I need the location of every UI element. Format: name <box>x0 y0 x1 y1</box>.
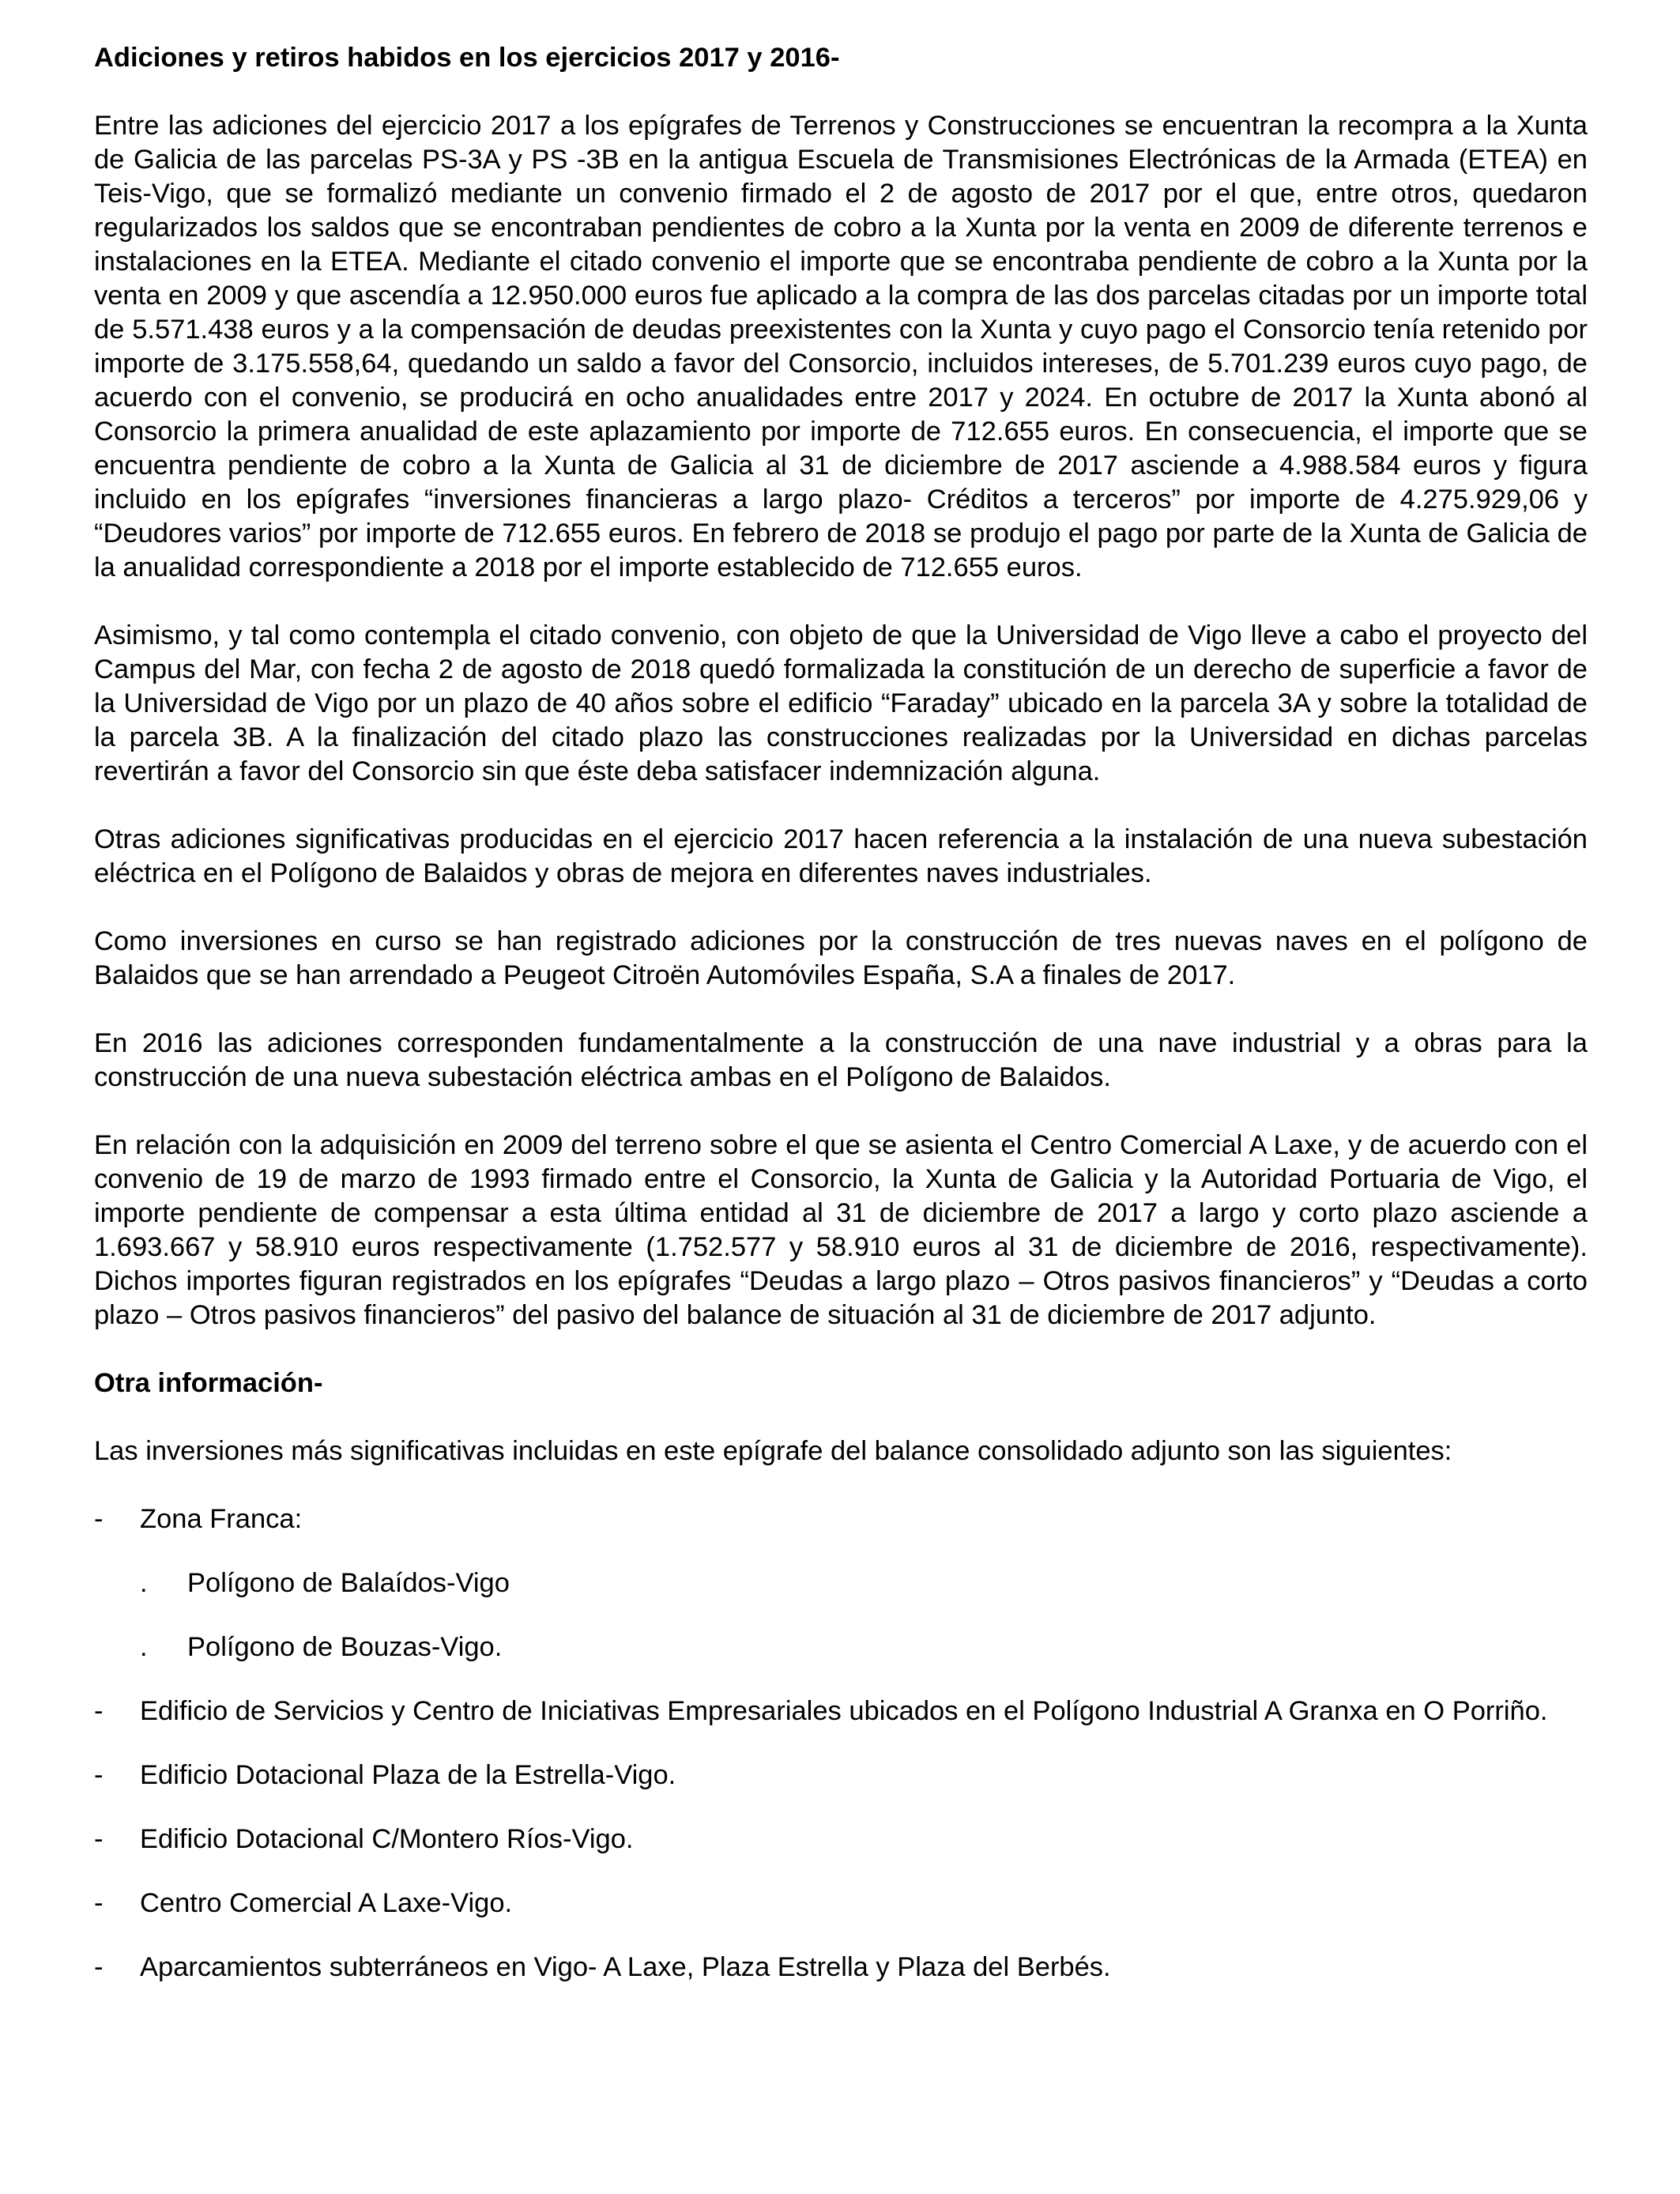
list-item-text: Edificio Dotacional Plaza de la Estrella-Vigo. <box>140 1760 676 1790</box>
paragraph-etea-repurchase: Entre las adiciones del ejercicio 2017 a los epígrafes de Terrenos y Construcciones se encuentran la recompra a la Xunta de Galicia de las parcelas PS-3A y PS -3B en la antigua Escuela de Transmisiones Electrónicas de la Armada (ETEA) en Teis-Vigo, que se formalizó mediante un convenio firmado el 2 de agosto de 2017 por el que, entre otros, quedaron regularizados los saldos que se encontraban pendientes de cobro a la Xunta por la venta en 2009 de diferente terrenos e instalaciones en la ETEA. Mediante el citado convenio el importe que se encontraba pendiente de cobro a la Xunta por la venta en 2009 y que ascendía a 12.950.000 euros fue aplicado a la compra de las dos parcelas citadas por un importe total de 5.571.438 euros y a la compensación de deudas preexistentes con la Xunta y cuyo pago el Consorcio tenía retenido por importe de 3.175.558,64, quedando un saldo a favor del Consorcio, incluidos intereses, de 5.701.239 euros cuyo pago, de acuerdo con el convenio, se producirá en ocho anualidades entre 2017 y 2024. En octubre de 2017 la Xunta abonó al Consorcio la primera anualidad de este aplazamiento por importe de 712.655 euros. En consecuencia, el importe que se encuentra pendiente de cobro a la Xunta de Galicia al 31 de diciembre de 2017 asciende a 4.988.584 euros y figura incluido en los epígrafes “inversiones financieras a largo plazo- Créditos a terceros” por importe de 4.275.929,06 y “Deudores varios” por importe de 712.655 euros. En febrero de 2018 se produjo el pago por parte de la Xunta de Galicia de la anualidad correspondiente a 2018 por el importe establecido de 712.655 euros. <box>94 111 1588 582</box>
list-item <box>94 1951 1588 1985</box>
list-bullet: - <box>94 1760 104 1790</box>
section-heading-other-info: Otra información- <box>94 1368 323 1398</box>
list-item-text: Aparcamientos subterráneos en Vigo- A Laxe, Plaza Estrella y Plaza del Berbés. <box>140 1952 1111 1982</box>
list-bullet: - <box>94 1504 104 1534</box>
list-item-text: Centro Comercial A Laxe-Vigo. <box>140 1888 513 1918</box>
paragraph-investments-in-progress: Como inversiones en curso se han registrado adiciones por la construcción de tres nuevas naves en el polígono de Balaidos que se han arrendado a Peugeot Citroën Automóviles España, S.A a finales de 2017. <box>94 926 1588 990</box>
list-item <box>94 1759 1588 1793</box>
list-item <box>94 1695 1588 1728</box>
list-sub-bullet: . <box>140 1568 148 1598</box>
list-subitem-text: Polígono de Bouzas-Vigo. <box>187 1632 503 1662</box>
list-sub-bullet: . <box>140 1632 148 1662</box>
paragraph-campus-del-mar: Asimismo, y tal como contempla el citado convenio, con objeto de que la Universidad de Vigo lleve a cabo el proyecto del Campus del Mar, con fecha 2 de agosto de 2018 quedó formalizada la constitución de un derecho de superficie a favor de la Universidad de Vigo por un plazo de 40 años sobre el edificio “Faraday” ubicado en la parcela 3A y sobre la totalidad de la parcela 3B. A la finalización del citado plazo las construcciones realizadas por la Universidad en dichas parcelas revertirán a favor del Consorcio sin que éste deba satisfacer indemnización alguna. <box>94 620 1588 786</box>
section-heading-additions: Adiciones y retiros habidos en los ejercicios 2017 y 2016- <box>94 43 840 73</box>
list-item <box>94 1887 1588 1921</box>
list-bullet: - <box>94 1696 104 1726</box>
list-item <box>94 1823 1588 1857</box>
list-subitem <box>94 1566 1588 1600</box>
list-bullet: - <box>94 1888 104 1918</box>
list-subitem-text: Polígono de Balaídos-Vigo <box>187 1568 510 1598</box>
paragraph-additions-2016: En 2016 las adiciones corresponden fundamentalmente a la construcción de una nave industrial y a obras para la construcción de una nueva subestación eléctrica ambas en el Polígono de Balaidos. <box>94 1028 1588 1092</box>
list-subitem <box>94 1630 1588 1664</box>
paragraph-a-laxe-land: En relación con la adquisición en 2009 del terreno sobre el que se asienta el Centro Comercial A Laxe, y de acuerdo con el convenio de 19 de marzo de 1993 firmado entre el Consorcio, la Xunta de Galicia y la Autoridad Portuaria de Vigo, el importe pendiente de compensar a esta última entidad al 31 de diciembre de 2017 a largo y corto plazo asciende a 1.693.667 y 58.910 euros respectivamente (1.752.577 y 58.910 euros al 31 de diciembre de 2016, respectivamente). Dichos importes figuran registrados en los epígrafes “Deudas a largo plazo – Otros pasivos financieros” y “Deudas a corto plazo – Otros pasivos financieros” del pasivo del balance de situación al 31 de diciembre de 2017 adjunto. <box>94 1130 1588 1330</box>
list-bullet: - <box>94 1952 104 1982</box>
list-bullet: - <box>94 1824 104 1854</box>
list-item-text: Zona Franca: <box>140 1504 303 1534</box>
document-page <box>94 41 1588 2015</box>
investments-list <box>94 1502 1588 1985</box>
list-item-text: Edificio de Servicios y Centro de Iniciativas Empresariales ubicados en el Polígono Industrial A Granxa en O Porriño. <box>140 1696 1548 1726</box>
paragraph-other-additions-2017: Otras adiciones significativas producidas en el ejercicio 2017 hacen referencia a la instalación de una nueva subestación eléctrica en el Polígono de Balaidos y obras de mejora en diferentes naves industriales. <box>94 824 1588 888</box>
paragraph-investments-intro: Las inversiones más significativas incluidas en este epígrafe del balance consolidado adjunto son las siguientes: <box>94 1436 1452 1466</box>
list-item-text: Edificio Dotacional C/Montero Ríos-Vigo. <box>140 1824 634 1854</box>
list-item <box>94 1502 1588 1536</box>
